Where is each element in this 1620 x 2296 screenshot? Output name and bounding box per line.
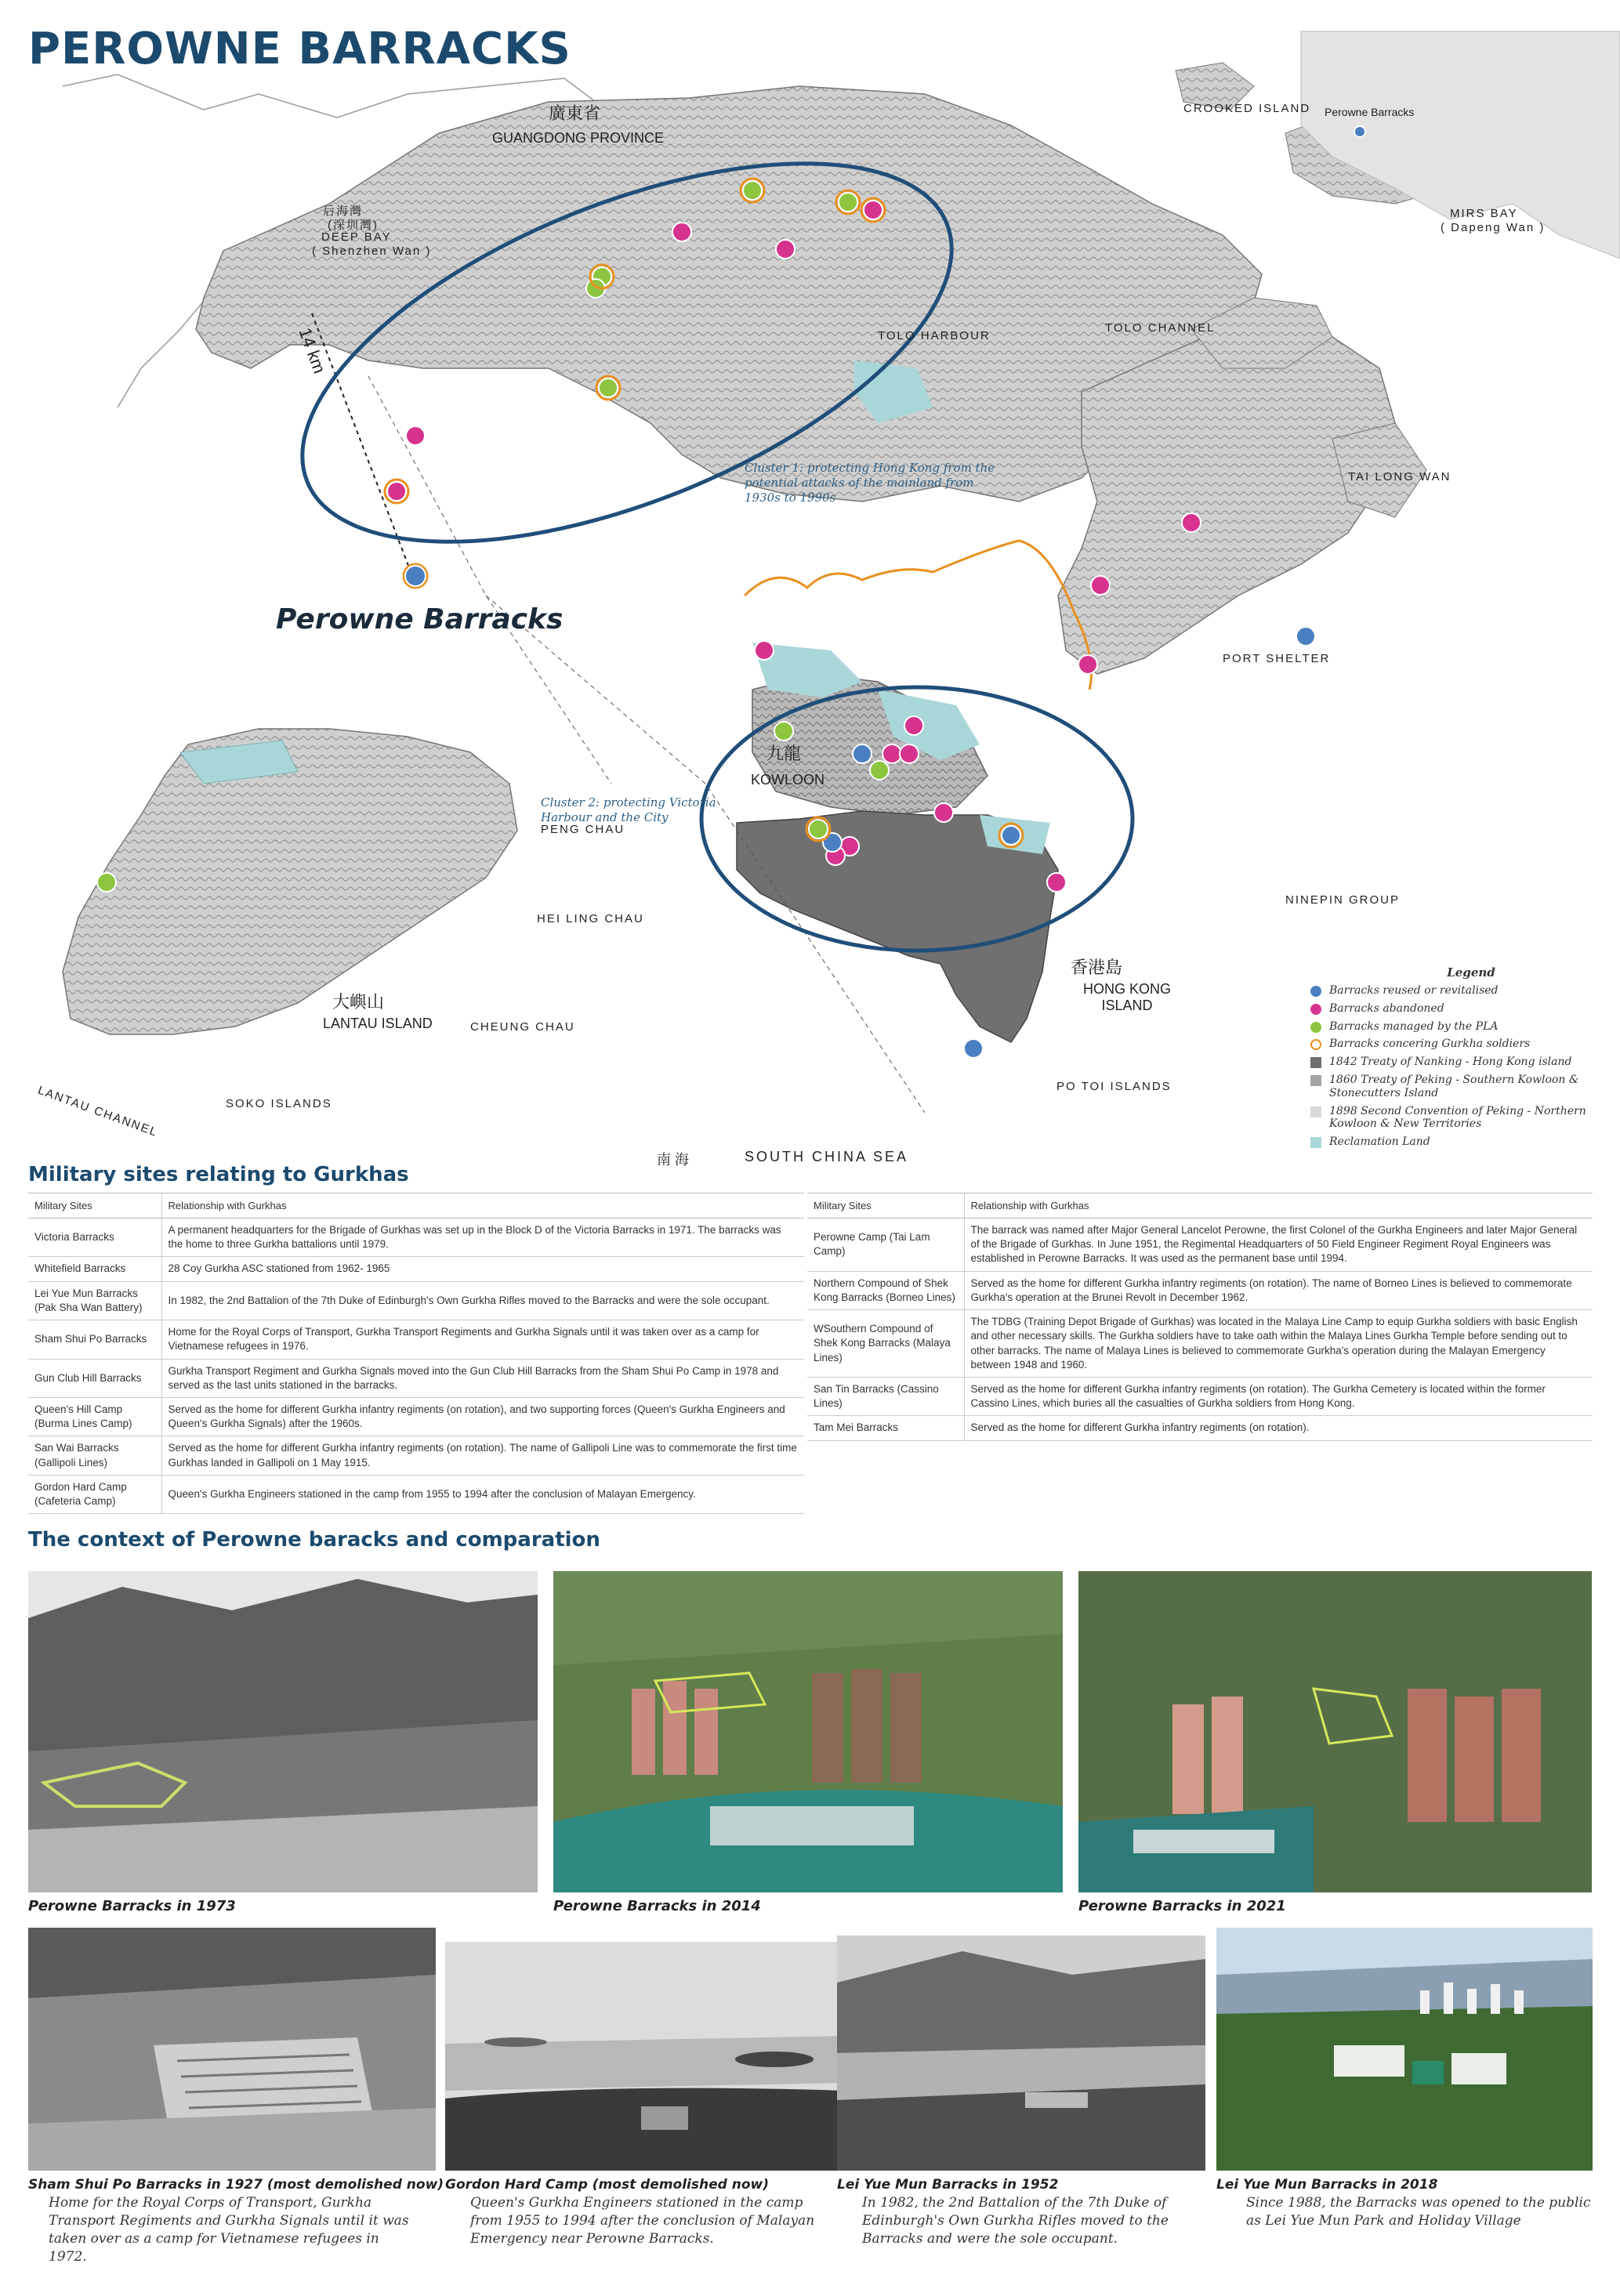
lantau-channel-label: LANTAU CHANNEL (35, 1083, 160, 1140)
page-title: PEROWNE BARRACKS (28, 24, 571, 74)
site-cell: Victoria Barracks (28, 1219, 161, 1257)
south-china-sea-cn-label: 南 海 (657, 1152, 690, 1168)
legend-swatch-green (1310, 1022, 1321, 1033)
photo-perowne-2021 (1078, 1571, 1592, 1892)
photo-description: Queen's Gurkha Engineers stationed in the camp from 1955 to 1994 after the conclusion of Malayan Emergency near Perowne Barracks. (470, 2195, 815, 2247)
site-cell: Lei Yue Mun Barracks (Pak Sha Wan Battery) (28, 1281, 161, 1320)
soko-islands-label: SOKO ISLANDS (226, 1097, 332, 1110)
table-row (807, 1271, 1593, 1309)
map-legend (1310, 965, 1600, 1153)
site-cell: WSouthern Compound of Shek Kong Barracks (Malaya Lines) (807, 1310, 964, 1378)
photo-perowne-1973 (28, 1571, 538, 1892)
lantau-island (63, 729, 517, 1034)
deep-bay-label: DEEP BAY (321, 230, 392, 244)
guangdong-label: GUANGDONG PROVINCE (492, 130, 665, 146)
legend-swatch-dark (1310, 1057, 1321, 1068)
relationship-cell: Home for the Royal Corps of Transport, Gurkha Transport Regiments and Gurkha Signals until it was taken over as a camp for Vietnamese refugees in 1976. (161, 1320, 804, 1359)
photo-sham-shui-po-1927 (28, 1928, 436, 2171)
photo-caption: Lei Yue Mun Barracks in 1952 (837, 2177, 1059, 2193)
lantau-label: LANTAU ISLAND (323, 1016, 433, 1031)
kowloon-cn-label: 九龍 (767, 744, 802, 764)
photo-caption: Lei Yue Mun Barracks in 2018 (1216, 2177, 1438, 2193)
photo-caption: Perowne Barracks in 2014 (553, 1898, 761, 1914)
photo-caption: Sham Shui Po Barracks in 1927 (most demolished now) (28, 2177, 444, 2193)
table-row (807, 1219, 1593, 1272)
photo-caption: Perowne Barracks in 1973 (28, 1898, 236, 1914)
site-cell: Sham Shui Po Barracks (28, 1320, 161, 1359)
relationship-cell: Served as the home for different Gurkha infantry regiments (on rotation), and two supporting forces (Queen's Gurkha Engineers and Queen's Gurkha Signals) after the 1960s. (161, 1397, 804, 1436)
context-heading: The context of Perowne baracks and comparation (28, 1528, 600, 1552)
site-cell: San Tin Barracks (Cassino Lines) (807, 1377, 964, 1415)
ninepin-group-label: NINEPIN GROUP (1285, 893, 1401, 907)
site-cell: Gun Club Hill Barracks (28, 1359, 161, 1397)
legend-swatch-blue (1310, 986, 1321, 997)
site-cell: Northern Compound of Shek Kong Barracks (Borneo Lines) (807, 1271, 964, 1309)
legend-item: 1842 Treaty of Nanking - Hong Kong island (1310, 1056, 1600, 1069)
site-cell: San Wai Barracks (Gallipoli Lines) (28, 1436, 161, 1475)
table-row (28, 1281, 804, 1320)
table-row (28, 1219, 804, 1257)
sites-table-right (807, 1193, 1593, 1441)
site-cell: Gordon Hard Camp (Cafeteria Camp) (28, 1475, 161, 1513)
legend-swatch-teal (1310, 1137, 1321, 1148)
photo-description: In 1982, the 2nd Battalion of the 7th Duke of Edinburgh's Own Gurkha Rifles moved to the Barracks and were the sole occupant. (862, 2195, 1169, 2247)
relationship-cell: In 1982, the 2nd Battalion of the 7th Duke of Edinburgh's Own Gurkha Rifles moved to the Barracks and were the sole occupant. (161, 1281, 804, 1320)
table-row (28, 1475, 804, 1513)
shenzhen-wan-label: ( Shenzhen Wan ) (312, 244, 432, 258)
legend-swatch-light (1310, 1106, 1321, 1117)
col-header-relationship: Relationship with Gurkhas (964, 1193, 1593, 1219)
crooked-island-label: CROOKED ISLAND (1183, 102, 1311, 115)
photo-description: Home for the Royal Corps of Transport, Gurkha Transport Regiments and Gurkha Signals until it was taken over as a camp for Vietnamese refugees in 1972. (49, 2195, 409, 2265)
photo-lei-yue-mun-1952 (837, 1936, 1205, 2171)
legend-item: Reclamation Land (1310, 1135, 1600, 1149)
deep-bay-top-label: 后海灣 (323, 205, 364, 218)
mirs-bay-label: MIRS BAY (1450, 207, 1518, 220)
guangdong-cn-label: 廣東省 (549, 104, 601, 124)
relationship-cell: Served as the home for different Gurkha infantry regiments (on rotation). (964, 1416, 1593, 1440)
port-shelter-label: PORT SHELTER (1223, 652, 1331, 665)
site-cell: Whitefield Barracks (28, 1257, 161, 1281)
table-row (28, 1320, 804, 1359)
table-header-row (28, 1193, 804, 1219)
table-row (807, 1377, 1593, 1415)
col-header-relationship: Relationship with Gurkhas (161, 1193, 804, 1219)
legend-item: Barracks reused or revitalised (1310, 984, 1600, 998)
site-cell: Perowne Camp (Tai Lam Camp) (807, 1219, 964, 1272)
cheung-chau-label: CHEUNG CHAU (470, 1020, 575, 1034)
inset-perowne-label: Perowne Barracks (1325, 106, 1415, 118)
photo-caption: Gordon Hard Camp (most demolished now) (445, 2177, 769, 2193)
dapeng-wan-label: ( Dapeng Wan ) (1441, 221, 1546, 234)
legend-swatch-ring (1310, 1039, 1321, 1050)
legend-item: Barracks abandoned (1310, 1002, 1600, 1016)
relationship-cell: Served as the home for different Gurkha infantry regiments (on rotation). The name of Gallipoli Line was to commemorate the first time Gurkhas landed in Gallipoli on 1 May 1915. (161, 1436, 804, 1475)
table-row (28, 1257, 804, 1281)
legend-item: Barracks concering Gurkha soldiers (1310, 1038, 1600, 1051)
south-china-sea-label: SOUTH CHINA SEA (745, 1149, 909, 1164)
cluster-2-note: Cluster 2: protecting Victoria Harbour and the City (541, 795, 716, 824)
sites-table-left (28, 1193, 804, 1514)
relationship-cell: Served as the home for different Gurkha infantry regiments (on rotation). The name of Borneo Lines is believed to commemorate Gurkha's operation at the Brunei Revolt in December 1962. (964, 1271, 1593, 1309)
perowne-map-label: Perowne Barracks (276, 603, 564, 636)
legend-item: 1860 Treaty of Peking - Southern Kowloon & Stonecutters Island (1310, 1074, 1600, 1100)
legend-title: Legend (1447, 965, 1495, 980)
relationship-cell: 28 Coy Gurkha ASC stationed from 1962- 1965 (161, 1257, 804, 1281)
legend-swatch-magenta (1310, 1004, 1321, 1015)
table-header-row (807, 1193, 1593, 1219)
tai-long-wan-label: TAI LONG WAN (1348, 470, 1451, 483)
relationship-cell: Queen's Gurkha Engineers stationed in the camp from 1955 to 1994 after the conclusion of Malayan Emergency. (161, 1475, 804, 1513)
photo-perowne-2014 (553, 1571, 1063, 1892)
relationship-cell: The TDBG (Training Depot Brigade of Gurkhas) was located in the Malaya Line Camp to equip Gurkha soldiers with basic English and other necessary skills. The Gurkha soldiers have to take oath within the Malaya Lines Gurkha Temple before sending out to other barracks. The name of Malaya Lines is believed to commemorate Gurkha's operation during the Malayan Emergency between 1948 and 1960. (964, 1310, 1593, 1378)
table-row (807, 1310, 1593, 1378)
peng-chau-label: PENG CHAU (541, 823, 625, 836)
distance-label: 14 km (295, 325, 330, 376)
col-header-site: Military Sites (807, 1193, 964, 1219)
site-cell: Queen's Hill Camp (Burma Lines Camp) (28, 1397, 161, 1436)
table-row (807, 1416, 1593, 1440)
site-cell: Tam Mei Barracks (807, 1416, 964, 1440)
table-row (28, 1436, 804, 1475)
legend-item: 1898 Second Convention of Peking - Northern Kowloon & New Territories (1310, 1105, 1600, 1132)
relationship-cell: The barrack was named after Major General Lancelot Perowne, the first Colonel of the Gurkha Engineers and later Major General of the Brigade of Gurkhas. In June 1951, the Regimental Headquarters of 50 Field Engineer Regiment Royal Engineers was established in Perowne Barracks. It was used as the permanent base until 1994. (964, 1219, 1593, 1272)
hk-island-cn-label: 香港島 (1071, 958, 1123, 978)
relationship-cell: Served as the home for different Gurkha infantry regiments (on rotation). The Gurkha Cemetery is located within the former Cassino Lines, which buries all the casualties of Gurkha soldiers from Hong Kong. (964, 1377, 1593, 1415)
table-row (28, 1359, 804, 1397)
legend-swatch-mid (1310, 1075, 1321, 1086)
relationship-cell: A permanent headquarters for the Brigade of Gurkhas was set up in the Block D of the Victoria Barracks in 1971. The barracks was the home to three Gurkha battalions until 1979. (161, 1219, 804, 1257)
legend-item: Barracks managed by the PLA (1310, 1020, 1600, 1034)
col-header-site: Military Sites (28, 1193, 161, 1219)
photo-gordon-hard-camp (445, 1942, 845, 2171)
hk-island-label: HONG KONG ISLAND (1082, 981, 1171, 1013)
hei-ling-chau-label: HEI LING CHAU (537, 912, 644, 925)
tolo-harbour-label: TOLO HARBOUR (878, 329, 991, 342)
kowloon-label: KOWLOON (751, 772, 825, 788)
relationship-cell: Gurkha Transport Regiment and Gurkha Signals moved into the Gun Club Hill Barracks from the Sham Shui Po Camp in 1978 and served as the last units stationed in the barracks. (161, 1359, 804, 1397)
table-row (28, 1397, 804, 1436)
sites-heading: Military sites relating to Gurkhas (28, 1163, 409, 1186)
cluster-1-note: Cluster 1: protecting Hong Kong from the potential attacks of the mainland from 1930s to 1990s (745, 461, 995, 505)
lantau-cn-label: 大嶼山 (332, 993, 385, 1012)
po-toi-islands-label: PO TOI ISLANDS (1056, 1080, 1172, 1093)
deep-bay-cn-label: (深圳灣) (328, 219, 379, 232)
tolo-channel-label: TOLO CHANNEL (1105, 321, 1216, 335)
photo-description: Since 1988, the Barracks was opened to the public as Lei Yue Mun Park and Holiday Village (1246, 2195, 1591, 2229)
photo-caption: Perowne Barracks in 2021 (1078, 1898, 1286, 1914)
photo-lei-yue-mun-2018 (1216, 1928, 1593, 2171)
